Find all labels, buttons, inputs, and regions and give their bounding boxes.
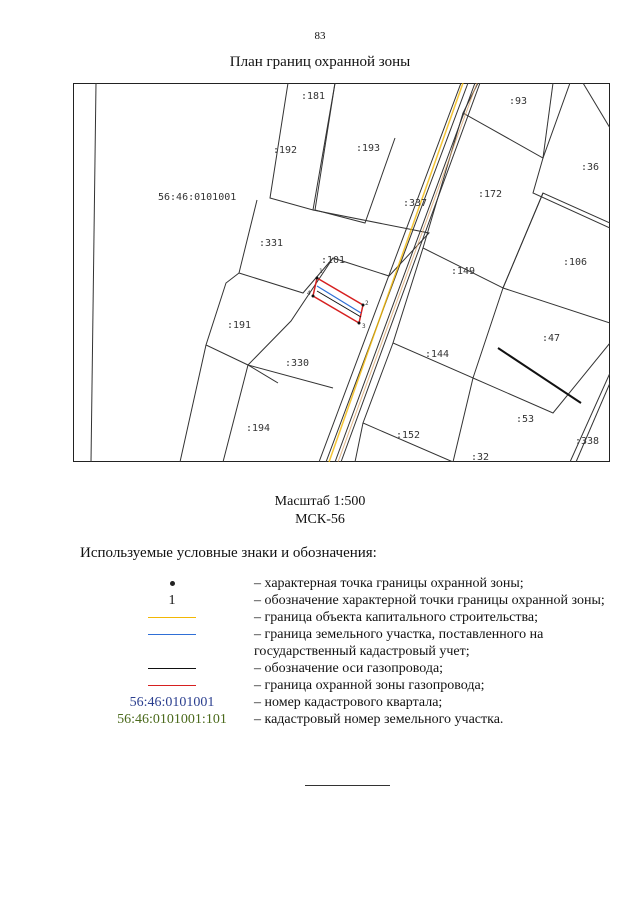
parcel-label-47: :47	[542, 333, 561, 344]
legend-title: Используемые условные знаки и обозначения:	[80, 545, 377, 561]
legend-desc: – кадастровый номер земельного участка.	[254, 712, 504, 727]
point-label-1: 1	[319, 268, 323, 275]
parcel-label-101: :101	[321, 255, 346, 266]
parcel-label-331: :331	[259, 238, 284, 249]
point-label-4: 4	[307, 290, 311, 297]
legend-row-point-number	[90, 592, 620, 609]
legend-desc: – граница объекта капитального строительства;	[254, 610, 539, 625]
parcel-label-93: :93	[509, 96, 528, 107]
parcel-label-149: :149	[451, 266, 476, 277]
bottom-divider	[305, 785, 390, 786]
parcel-label-330: :330	[285, 358, 310, 369]
page-title: План границ охранной зоны	[229, 54, 411, 70]
yellow-line-icon	[148, 617, 196, 618]
parcel-label-36: :36	[581, 162, 600, 173]
legend-desc: – граница охранной зоны газопровода;	[254, 678, 485, 693]
legend-desc: – номер кадастрового квартала;	[254, 695, 443, 710]
blue-line-icon	[148, 634, 196, 635]
legend-row-parcel-number	[90, 711, 620, 728]
parcel-label-106: :106	[563, 257, 588, 268]
parcel-label-337: :337	[403, 198, 428, 209]
parcel-label-32: :32	[471, 452, 490, 462]
point-number-symbol: 1	[168, 593, 176, 608]
point-label-3: 3	[362, 323, 366, 330]
scale-block	[0, 493, 640, 529]
parcel-label-53: :53	[516, 414, 535, 425]
legend-desc: – обозначение характерной точки границы охранной зоны;	[254, 593, 605, 608]
legend	[90, 575, 620, 728]
parcel-label-172: :172	[478, 189, 503, 200]
parcel-label-192: :192	[273, 145, 298, 156]
legend-row-point	[90, 575, 620, 592]
quarter-number-symbol: 56:46:0101001	[129, 695, 215, 710]
coordinate-system: МСК-56	[295, 512, 345, 527]
legend-row-building	[90, 609, 620, 626]
legend-row-quarter-number	[90, 694, 620, 711]
cadastral-map	[73, 83, 610, 462]
scale-text: Масштаб 1:500	[274, 494, 366, 509]
legend-row-protection-zone	[90, 677, 620, 694]
quarter-label: 56:46:0101001	[158, 192, 237, 203]
point-label-2: 2	[365, 300, 369, 307]
legend-desc: – граница земельного участка, поставленного на государственный кадастровый учет;	[254, 627, 544, 659]
parcel-number-symbol: 56:46:0101001:101	[117, 712, 227, 727]
parcel-label-338: :338	[575, 436, 600, 447]
legend-desc: – обозначение оси газопровода;	[254, 661, 444, 676]
parcel-label-194: :194	[246, 423, 271, 434]
parcel-label-144: :144	[425, 349, 450, 360]
red-line-icon	[148, 685, 196, 686]
point-marker-icon	[170, 581, 175, 586]
parcel-label-193: :193	[356, 143, 381, 154]
black-line-icon	[148, 668, 196, 669]
legend-desc: – характерная точка границы охранной зоны;	[254, 576, 524, 591]
page-number: 83	[314, 30, 326, 42]
parcel-label-152: :152	[396, 430, 421, 441]
legend-row-pipeline-axis	[90, 660, 620, 677]
legend-row-parcel-boundary	[90, 626, 620, 660]
parcel-label-181: :181	[301, 91, 326, 102]
parcel-label-191: :191	[227, 320, 252, 331]
